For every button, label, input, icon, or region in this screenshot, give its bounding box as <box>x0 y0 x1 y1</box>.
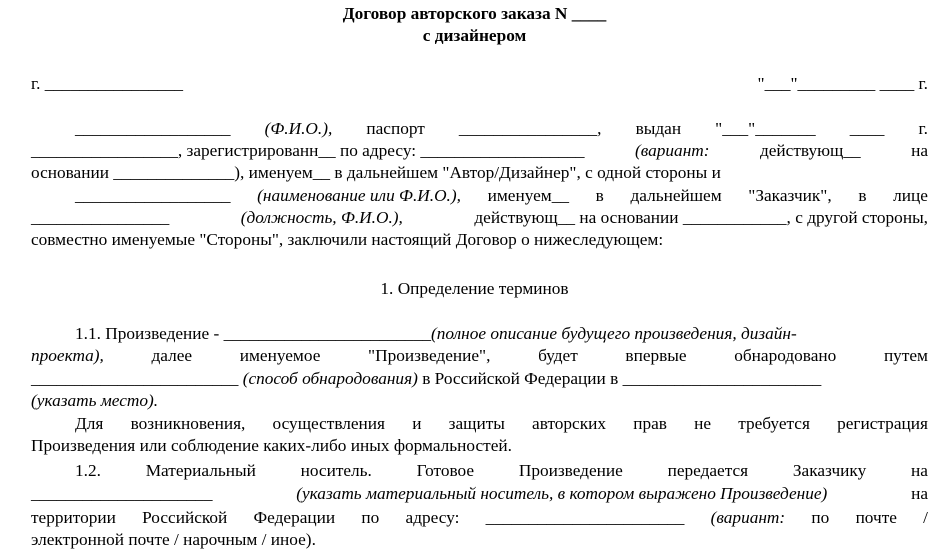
section-1-heading: 1. Определение терминов <box>380 279 569 298</box>
document-title-line-1: Договор авторского заказа N ____ <box>342 4 607 23</box>
clause-1-2-line-2: _____________________ (указать материальный носитель, в котором выражено Произведение) на <box>31 484 928 503</box>
preamble-line-2: _________________, зарегистрированн__ по адресу: ___________________ (вариант: действующ__ на <box>31 141 928 160</box>
preamble-line-4: __________________ (наименование или Ф.И.О.), именуем__ в дальнейшем "Заказчик", в лице <box>75 186 928 205</box>
clause-1-1-line-1: 1.1. Произведение - ________________________ (полное описание будущего произведения, дизайн- <box>75 324 797 343</box>
clause-1-2-line-3: территории Российской Федерации по адресу: _______________________ (вариант: по почте / <box>31 508 928 527</box>
clause-1-2-line-1: 1.2. Материальный носитель. Готовое Произведение передается Заказчику на <box>75 461 928 480</box>
preamble-line-1: __________________ (Ф.И.О.), паспорт ________________, выдан "___"_______ ____ г. <box>75 119 928 138</box>
preamble-line-3: основании ______________), именуем__ в дальнейшем "Автор/Дизайнер", с одной стороны и <box>31 163 721 182</box>
contract-date: "___"_________ ____ г. <box>757 74 928 93</box>
preamble-line-6: совместно именуемые "Стороны", заключили настоящий Договор о нижеследующем: <box>31 230 664 249</box>
clause-1-1-line-2: проекта), далее именуемое "Произведение", будет впервые обнародовано путем <box>31 346 928 365</box>
document-title-line-2: с дизайнером <box>422 26 527 45</box>
preamble-line-5: ________________ (должность, Ф.И.О.), действующ__ на основании ____________, с другой стороны, <box>31 208 928 227</box>
contract-city: г. ________________ <box>31 74 184 93</box>
registration-paragraph-line-2: Произведения или соблюдение каких-либо иных формальностей. <box>31 436 512 455</box>
clause-1-1-line-3: ________________________ (способ обнародования) в Российской Федерации в _______________________ <box>31 369 822 388</box>
clause-1-1-line-4: (указать место). <box>31 391 159 410</box>
registration-paragraph-line-1: Для возникновения, осуществления и защиты авторских прав не требуется регистрация <box>75 414 928 433</box>
clause-1-2-line-4: электронной почте / нарочным / иное). <box>31 530 316 549</box>
